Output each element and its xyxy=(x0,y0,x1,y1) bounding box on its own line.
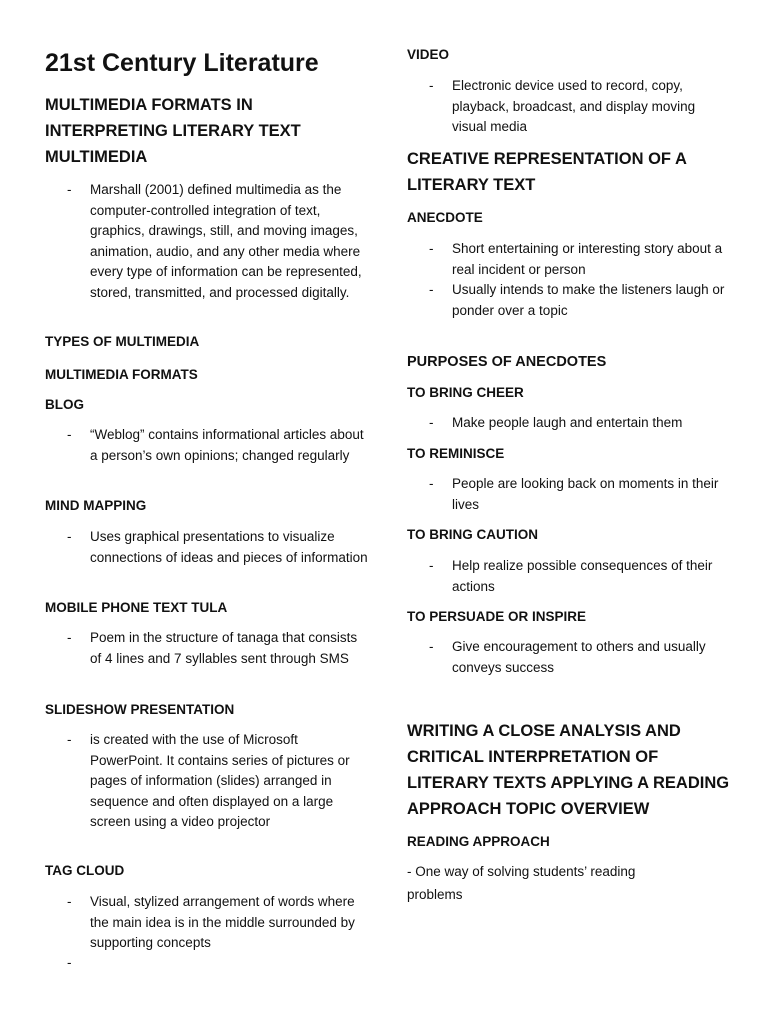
heading-video: VIDEO xyxy=(407,47,450,62)
bullet-text: Make people laugh and entertain them xyxy=(452,415,683,430)
bullet-cheer xyxy=(429,413,742,434)
heading-multimedia-formats-list: MULTIMEDIA FORMATS xyxy=(45,367,198,382)
bullet-dash: - xyxy=(67,529,72,544)
bullet-dash: - xyxy=(67,732,72,747)
bullet-dash: - xyxy=(67,427,72,442)
heading-multimedia-formats: MULTIMEDIA FORMATS IN INTERPRETING LITERARY TEXT MULTIMEDIA xyxy=(45,96,301,166)
page-title: 21st Century Literature xyxy=(45,49,319,77)
heading-creative-representation: CREATIVE REPRESENTATION OF A LITERARY TEXT xyxy=(407,150,687,194)
bullet-dash: - xyxy=(429,639,434,654)
heading-to-bring-caution: TO BRING CAUTION xyxy=(407,527,538,542)
heading-purposes-of-anecdotes: PURPOSES OF ANECDOTES xyxy=(407,354,607,370)
heading-anecdote: ANECDOTE xyxy=(407,210,483,225)
bullet-dash: - xyxy=(67,955,72,970)
bullet-text: Marshall (2001) defined multimedia as the computer-controlled integration of text, graphics, drawings, still, and moving images, animation, audio, and any other media where every type of information can be represented, stored, transmitted, and processed digitally. xyxy=(90,182,362,300)
heading-blog: BLOG xyxy=(45,397,84,412)
bullet-text: Uses graphical presentations to visualize connections of ideas and pieces of information xyxy=(90,529,368,565)
bullet-text: Electronic device used to record, copy, playback, broadcast, and display moving visual media xyxy=(452,78,696,134)
heading-writing-close-analysis: WRITING A CLOSE ANALYSIS AND CRITICAL INTERPRETATION OF LITERARY TEXTS APPLYING A READING APPROACH TOPIC OVERVIEW xyxy=(407,722,730,818)
bullet-dash: - xyxy=(429,415,434,430)
bullet-anecdote-1 xyxy=(429,239,732,280)
bullet-dash: - xyxy=(67,182,72,197)
bullet-tag-cloud xyxy=(67,892,370,954)
bullet-dash: - xyxy=(67,894,72,909)
heading-to-bring-cheer: TO BRING CHEER xyxy=(407,385,524,400)
bullet-text: “Weblog” contains informational articles about a person’s own opinions; changed regularly xyxy=(90,427,364,463)
bullet-text: People are looking back on moments in their lives xyxy=(452,476,719,512)
bullet-caution xyxy=(429,556,732,597)
bullet-dash: - xyxy=(429,558,434,573)
bullet-marshall xyxy=(67,180,370,303)
heading-mobile-phone-text-tula: MOBILE PHONE TEXT TULA xyxy=(45,600,228,615)
bullet-dash: - xyxy=(429,476,434,491)
bullet-dash: - xyxy=(429,78,434,93)
bullet-dash: - xyxy=(67,630,72,645)
heading-to-persuade-or-inspire: TO PERSUADE OR INSPIRE xyxy=(407,609,587,624)
heading-reading-approach: READING APPROACH xyxy=(407,834,550,849)
bullet-text: is created with the use of Microsoft PowerPoint. It contains series of pictures or pages of information (slides) arranged in sequence and often displayed on a large screen using a video projector xyxy=(90,732,350,829)
bullet-persuade xyxy=(429,637,722,678)
bullet-reminisce xyxy=(429,474,732,515)
reading-approach-text: - One way of solving students’ reading problems xyxy=(407,864,636,902)
bullet-anecdote-2 xyxy=(429,280,732,321)
bullet-blog xyxy=(67,425,370,466)
heading-types-of-multimedia: TYPES OF MULTIMEDIA xyxy=(45,334,200,349)
bullet-text: Short entertaining or interesting story about a real incident or person xyxy=(452,241,723,277)
bullet-tula xyxy=(67,628,370,669)
heading-mind-mapping: MIND MAPPING xyxy=(45,498,147,513)
bullet-video xyxy=(429,76,732,138)
heading-slideshow-presentation: SLIDESHOW PRESENTATION xyxy=(45,702,235,717)
bullet-text: Visual, stylized arrangement of words where the main idea is in the middle surrounded by supporting concepts xyxy=(90,894,355,950)
bullet-text: Give encouragement to others and usually conveys success xyxy=(452,639,706,675)
bullet-slideshow xyxy=(67,730,370,833)
heading-tag-cloud: TAG CLOUD xyxy=(45,863,125,878)
heading-to-reminisce: TO REMINISCE xyxy=(407,446,505,461)
bullet-text: Help realize possible consequences of their actions xyxy=(452,558,713,594)
bullet-text: Poem in the structure of tanaga that consists of 4 lines and 7 syllables sent through SMS xyxy=(90,630,358,666)
bullet-dash: - xyxy=(429,241,434,256)
bullet-text: Usually intends to make the listeners laugh or ponder over a topic xyxy=(452,282,725,318)
bullet-dash: - xyxy=(429,282,434,297)
bullet-mind-mapping xyxy=(67,527,370,568)
